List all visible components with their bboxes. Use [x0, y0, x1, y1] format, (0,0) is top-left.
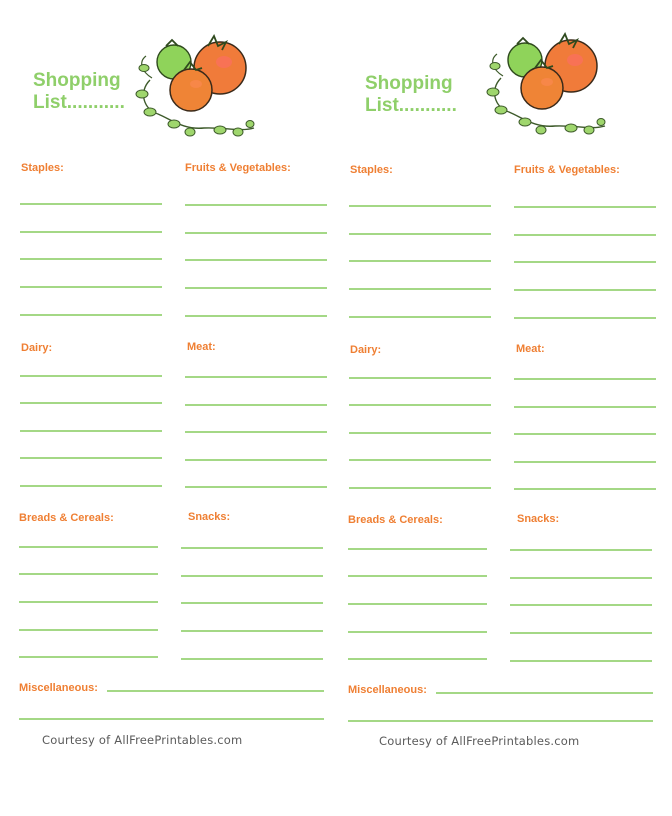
- section-heading-snacks: Snacks:: [188, 511, 231, 523]
- write-line-dairy-3[interactable]: [349, 432, 491, 434]
- section-heading-dairy: Dairy:: [350, 344, 382, 356]
- write-line-snacks-3[interactable]: [510, 604, 652, 606]
- write-line-meat-3[interactable]: [185, 431, 327, 433]
- section-heading-snacks: Snacks:: [517, 513, 560, 525]
- write-line-snacks-5[interactable]: [181, 658, 323, 660]
- write-line-fruits-vegetables-5[interactable]: [514, 317, 656, 319]
- write-line-snacks-4[interactable]: [181, 630, 323, 632]
- write-line-staples-4[interactable]: [349, 288, 491, 290]
- section-heading-miscellaneous: Miscellaneous:: [19, 682, 98, 694]
- write-line-meat-4[interactable]: [185, 459, 327, 461]
- write-line-meat-2[interactable]: [514, 406, 656, 408]
- write-line-snacks-5[interactable]: [510, 660, 652, 662]
- write-line-fruits-vegetables-5[interactable]: [185, 315, 327, 317]
- write-line-staples-1[interactable]: [20, 203, 162, 205]
- write-line-dairy-5[interactable]: [20, 485, 162, 487]
- write-line-breads-cereals-2[interactable]: [348, 575, 487, 577]
- courtesy-footer: Courtesy of AllFreePrintables.com: [379, 734, 580, 748]
- write-line-dairy-3[interactable]: [20, 430, 162, 432]
- section-heading-meat: Meat:: [516, 343, 545, 355]
- write-line-fruits-vegetables-4[interactable]: [185, 287, 327, 289]
- write-line-miscellaneous-2[interactable]: [19, 718, 324, 720]
- write-line-breads-cereals-3[interactable]: [348, 603, 487, 605]
- title-line-1: Shopping: [33, 70, 121, 91]
- write-line-dairy-5[interactable]: [349, 487, 491, 489]
- section-heading-meat: Meat:: [187, 341, 216, 353]
- write-line-fruits-vegetables-2[interactable]: [514, 234, 656, 236]
- write-line-miscellaneous-1[interactable]: [436, 692, 653, 694]
- write-line-meat-4[interactable]: [514, 461, 656, 463]
- section-heading-fruits-vegetables: Fruits & Vegetables:: [514, 164, 620, 176]
- title-line-2: List...........: [33, 92, 125, 113]
- section-heading-breads-cereals: Breads & Cereals:: [19, 512, 114, 524]
- write-line-miscellaneous-1[interactable]: [107, 690, 324, 692]
- write-line-fruits-vegetables-1[interactable]: [514, 206, 656, 208]
- write-line-staples-5[interactable]: [349, 316, 491, 318]
- write-line-meat-1[interactable]: [185, 376, 327, 378]
- write-line-meat-1[interactable]: [514, 378, 656, 380]
- write-line-snacks-1[interactable]: [181, 547, 323, 549]
- list-title: [33, 70, 125, 114]
- write-line-snacks-2[interactable]: [510, 577, 652, 579]
- write-line-breads-cereals-5[interactable]: [348, 658, 487, 660]
- write-line-staples-2[interactable]: [349, 233, 491, 235]
- tomatoes-on-vine-illustration: [128, 32, 258, 142]
- write-line-breads-cereals-4[interactable]: [348, 631, 487, 633]
- write-line-fruits-vegetables-3[interactable]: [514, 261, 656, 263]
- write-line-dairy-2[interactable]: [349, 404, 491, 406]
- section-heading-staples: Staples:: [21, 162, 64, 174]
- write-line-breads-cereals-5[interactable]: [19, 656, 158, 658]
- write-line-breads-cereals-2[interactable]: [19, 573, 158, 575]
- write-line-dairy-4[interactable]: [20, 457, 162, 459]
- write-line-fruits-vegetables-3[interactable]: [185, 259, 327, 261]
- tomatoes-on-vine-illustration: [479, 30, 609, 140]
- write-line-fruits-vegetables-2[interactable]: [185, 232, 327, 234]
- section-heading-staples: Staples:: [350, 164, 393, 176]
- write-line-dairy-2[interactable]: [20, 402, 162, 404]
- write-line-fruits-vegetables-4[interactable]: [514, 289, 656, 291]
- write-line-dairy-4[interactable]: [349, 459, 491, 461]
- write-line-staples-2[interactable]: [20, 231, 162, 233]
- write-line-fruits-vegetables-1[interactable]: [185, 204, 327, 206]
- title-line-1: Shopping: [365, 73, 453, 94]
- write-line-snacks-4[interactable]: [510, 632, 652, 634]
- write-line-meat-5[interactable]: [185, 486, 327, 488]
- section-heading-breads-cereals: Breads & Cereals:: [348, 514, 443, 526]
- write-line-staples-1[interactable]: [349, 205, 491, 207]
- write-line-snacks-3[interactable]: [181, 602, 323, 604]
- shopping-list-card-right: [329, 0, 665, 816]
- write-line-meat-5[interactable]: [514, 488, 656, 490]
- write-line-breads-cereals-3[interactable]: [19, 601, 158, 603]
- list-title: [365, 73, 457, 117]
- write-line-meat-2[interactable]: [185, 404, 327, 406]
- section-heading-dairy: Dairy:: [21, 342, 53, 354]
- write-line-staples-5[interactable]: [20, 314, 162, 316]
- title-line-2: List...........: [365, 95, 457, 116]
- section-heading-miscellaneous: Miscellaneous:: [348, 684, 427, 696]
- write-line-snacks-1[interactable]: [510, 549, 652, 551]
- write-line-breads-cereals-1[interactable]: [19, 546, 158, 548]
- section-heading-fruits-vegetables: Fruits & Vegetables:: [185, 162, 291, 174]
- write-line-breads-cereals-4[interactable]: [19, 629, 158, 631]
- write-line-dairy-1[interactable]: [20, 375, 162, 377]
- courtesy-footer: Courtesy of AllFreePrintables.com: [42, 733, 243, 747]
- write-line-staples-3[interactable]: [349, 260, 491, 262]
- write-line-dairy-1[interactable]: [349, 377, 491, 379]
- write-line-meat-3[interactable]: [514, 433, 656, 435]
- write-line-miscellaneous-2[interactable]: [348, 720, 653, 722]
- write-line-breads-cereals-1[interactable]: [348, 548, 487, 550]
- write-line-snacks-2[interactable]: [181, 575, 323, 577]
- write-line-staples-4[interactable]: [20, 286, 162, 288]
- write-line-staples-3[interactable]: [20, 258, 162, 260]
